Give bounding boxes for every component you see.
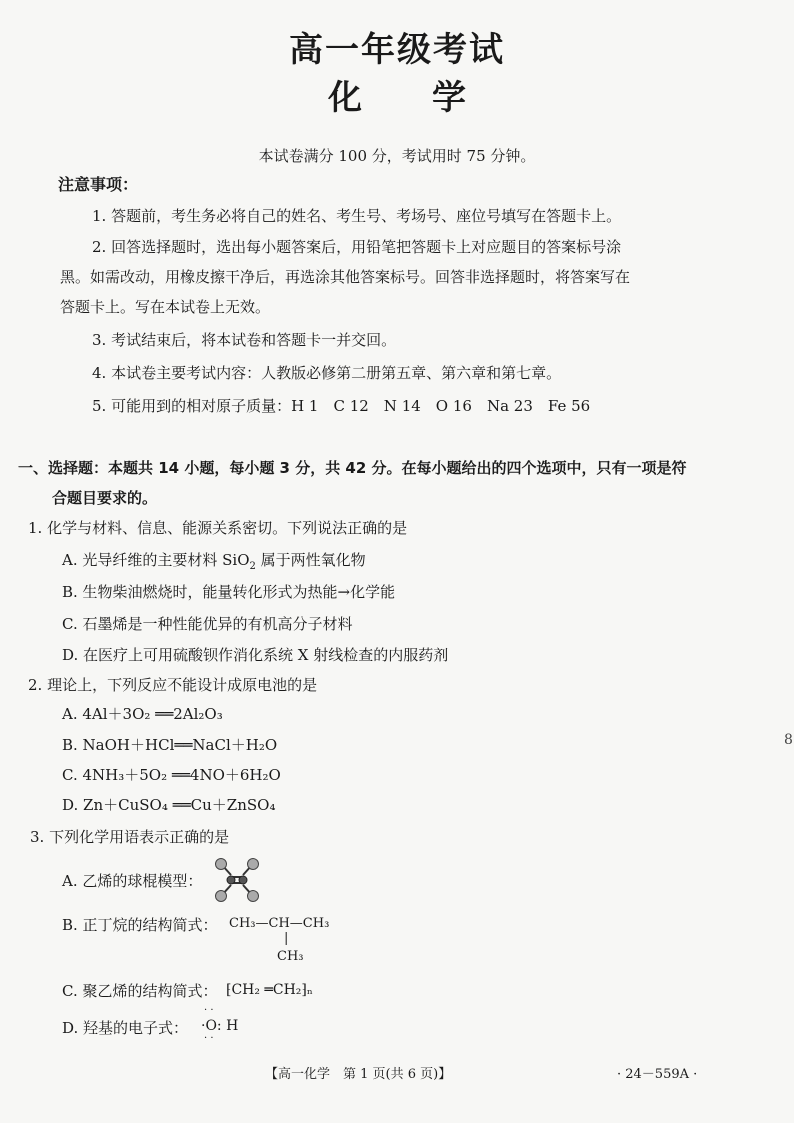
notice-line-4: 4. 本试卷主要考试内容：人教版必修第二册第五章、第六章和第七章。 [92,364,562,382]
q2-option-a: A. 4Al＋3O₂ ══2Al₂O₃ [62,705,223,723]
q3-option-b-label: B. 正丁烷的结构简式： [62,916,218,934]
q2-option-d: D. Zn＋CuSO₄ ══Cu＋ZnSO₄ [62,796,276,814]
q1-option-b: B. 生物柴油燃烧时，能量转化形式为热能→化学能 [62,583,396,601]
q3-option-c-label: C. 聚乙烯的结构简式： [62,982,218,1000]
q3-option-b-bond: | [284,931,289,946]
subject-title: 化学 [328,78,536,118]
notice-title: 注意事项： [58,175,139,194]
section-heading-cont: 合题目要求的。 [52,489,158,507]
section-heading: 一、选择题：本题共 14 小题，每小题 3 分，共 42 分。在每小题给出的四个选项中，只有一项是符 [18,459,687,477]
margin-mark: 8 [784,732,793,748]
q3-option-c-formula: ⁅CH₂ ═CH₂⁆ₙ [226,982,313,998]
q3-option-d-dots-bottom: · · [204,1033,214,1044]
exam-title: 高一年级考试 [289,30,505,70]
exam-intro: 本试卷满分 100 分，考试用时 75 分钟。 [258,147,536,165]
q3-option-a: A. 乙烯的球棍模型： [62,872,203,890]
notice-line-2c: 答题卡上。写在本试卷上无效。 [60,298,271,316]
exam-code: · 24－559A · [617,1067,698,1082]
page-footer: 【高一化学 第 1 页(共 6 页)】 [265,1067,452,1082]
notice-line-2b: 黑。如需改动，用橡皮擦干净后，再选涂其他答案标号。回答非选择题时，将答案写在 [60,268,631,286]
q3-stem: 3. 下列化学用语表示正确的是 [30,828,230,846]
q3-option-d-formula: ·O: H [201,1018,239,1034]
q3-option-b-formula: CH₃—CH—CH₃ [229,916,330,931]
notice-line-1: 1. 答题前，考生务必将自己的姓名、考生号、考场号、座位号填写在答题卡上。 [92,207,622,225]
q1-option-d: D. 在医疗上可用硫酸钡作消化系统 X 射线检查的内服药剂 [62,646,449,664]
q3-option-d-dots-top: · · [204,1005,214,1016]
notice-line-5: 5. 可能用到的相对原子质量：H 1 C 12 N 14 O 16 Na 23 Fe 56 [92,397,591,415]
notice-line-2a: 2. 回答选择题时，选出每小题答案后，用铅笔把答题卡上对应题目的答案标号涂 [92,238,622,256]
q3-option-d-label: D. 羟基的电子式： [62,1019,189,1037]
notice-line-3: 3. 考试结束后，将本试卷和答题卡一并交回。 [92,331,397,349]
q3-option-b-branch: CH₃ [277,949,304,964]
ethylene-ball-stick-model [212,855,262,905]
q1-option-a: A. 光导纤维的主要材料 SiO$_2$ 属于两性氧化物 [62,551,366,572]
q1-option-c: C. 石墨烯是一种性能优异的有机高分子材料 [62,615,353,633]
q2-option-c: C. 4NH₃＋5O₂ ══4NO＋6H₂O [62,766,281,784]
q1-stem: 1. 化学与材料、信息、能源关系密切。下列说法正确的是 [28,519,408,537]
q2-option-b: B. NaOH＋HCl══NaCl＋H₂O [62,736,278,754]
q2-stem: 2. 理论上，下列反应不能设计成原电池的是 [28,676,318,694]
